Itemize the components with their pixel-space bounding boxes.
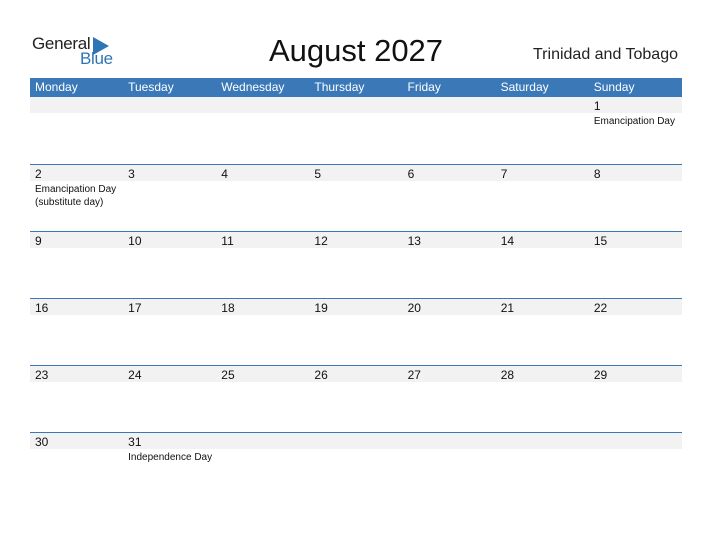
day-cell — [589, 97, 682, 164]
calendar-week — [30, 231, 682, 298]
weekday-sunday: Sunday — [593, 80, 635, 94]
day-cell — [496, 433, 589, 499]
calendar-week — [30, 164, 682, 231]
day-number: 24 — [128, 368, 142, 382]
day-number: 11 — [221, 234, 234, 248]
weekday-monday: Monday — [35, 80, 78, 94]
day-number: 18 — [221, 301, 235, 315]
day-number: 17 — [128, 301, 142, 315]
day-number: 31 — [128, 435, 142, 449]
day-number: 15 — [593, 234, 608, 248]
day-number: 30 — [35, 435, 49, 449]
day-cell — [30, 165, 123, 231]
day-cell — [403, 366, 496, 432]
day-number: 14 — [500, 234, 515, 248]
day-number: 28 — [500, 368, 515, 382]
day-number: 29 — [593, 368, 608, 382]
day-cell — [496, 299, 589, 365]
holiday-label: Independence Day — [128, 452, 213, 463]
calendar-week — [30, 432, 682, 499]
weekday-saturday: Saturday — [500, 80, 549, 94]
day-cell — [309, 97, 402, 164]
day-cell — [496, 232, 589, 298]
logo-text-blue: Blue — [80, 49, 113, 68]
weekday-wednesday: Wednesday — [221, 80, 285, 94]
day-number: 5 — [314, 167, 322, 181]
day-cell — [30, 232, 123, 298]
day-cell — [216, 299, 309, 365]
day-number: 25 — [221, 368, 235, 382]
day-number: 8 — [593, 167, 601, 181]
weekday-thursday: Thursday — [314, 80, 365, 94]
day-cell — [403, 97, 496, 164]
day-cell — [123, 366, 216, 432]
day-cell — [589, 433, 682, 499]
day-cell — [216, 165, 309, 231]
calendar-week — [30, 97, 682, 164]
day-number: 23 — [35, 368, 49, 382]
day-cell — [403, 232, 496, 298]
day-cell — [309, 232, 402, 298]
day-cell — [30, 299, 123, 365]
day-number: 26 — [314, 368, 328, 382]
day-cell — [496, 97, 589, 164]
day-cell — [123, 299, 216, 365]
day-cell — [216, 433, 309, 499]
day-number: 16 — [35, 301, 49, 315]
day-cell — [123, 232, 216, 298]
day-number: 3 — [128, 167, 135, 181]
holiday-label: Emancipation Day (substitute day) — [35, 184, 117, 208]
day-cell — [309, 366, 402, 432]
day-cell — [589, 299, 682, 365]
weekday-header — [30, 78, 682, 97]
day-number: 22 — [593, 301, 608, 315]
day-cell — [589, 232, 682, 298]
day-cell — [496, 165, 589, 231]
day-cell — [30, 433, 123, 499]
day-cell — [123, 433, 216, 499]
calendar-weeks — [30, 97, 682, 499]
page-title: August 2027 — [268, 33, 444, 68]
day-number: 19 — [314, 301, 328, 315]
day-cell — [123, 97, 216, 164]
day-number: 12 — [314, 234, 328, 248]
day-number: 2 — [35, 167, 42, 181]
day-cell — [496, 366, 589, 432]
weekday-friday: Friday — [407, 80, 441, 94]
day-number: 21 — [500, 301, 515, 315]
day-cell — [309, 299, 402, 365]
day-number: 6 — [407, 167, 415, 181]
day-cell — [216, 232, 309, 298]
day-cell — [123, 165, 216, 231]
holiday-label: Emancipation Day — [593, 116, 675, 127]
day-cell — [309, 165, 402, 231]
day-number: 1 — [593, 99, 601, 113]
calendar-week — [30, 298, 682, 365]
day-number: 7 — [500, 167, 508, 181]
day-cell — [216, 97, 309, 164]
day-cell — [403, 299, 496, 365]
day-cell — [30, 97, 123, 164]
day-number: 20 — [407, 301, 421, 315]
day-number: 13 — [407, 234, 421, 248]
weekday-tuesday: Tuesday — [128, 80, 174, 94]
day-cell — [30, 366, 123, 432]
logo-text-general: General — [32, 34, 91, 53]
calendar-week — [30, 365, 682, 432]
day-cell — [309, 433, 402, 499]
day-number: 27 — [407, 368, 421, 382]
day-cell — [589, 165, 682, 231]
calendar — [30, 78, 682, 499]
day-cell — [589, 366, 682, 432]
day-number: 9 — [35, 234, 42, 248]
day-number: 10 — [128, 234, 142, 248]
day-cell — [216, 366, 309, 432]
day-number: 4 — [221, 167, 228, 181]
country-label: Trinidad and Tobago — [533, 46, 678, 63]
day-cell — [403, 165, 496, 231]
day-cell — [403, 433, 496, 499]
